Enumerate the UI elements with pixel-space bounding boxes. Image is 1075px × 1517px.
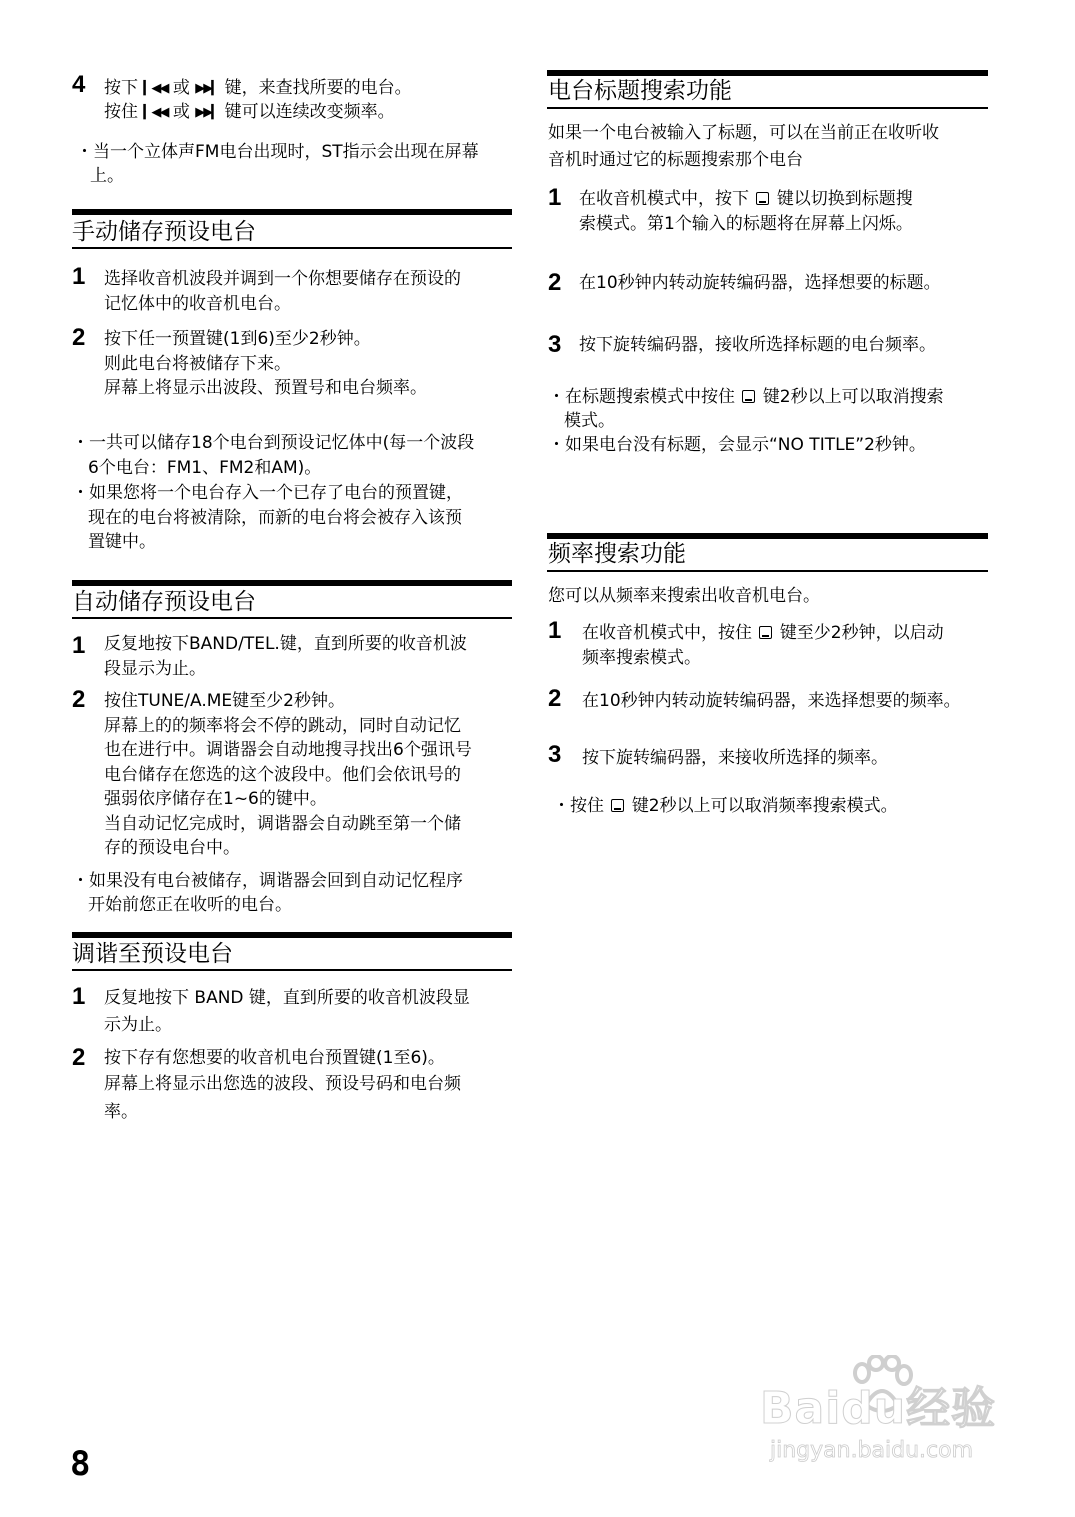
step-number: 1 <box>72 263 86 290</box>
step-text-part: 按住 <box>104 102 138 122</box>
note-text: ・如果电台没有标题，会显示“NO TITLE”2秒钟。 <box>548 435 926 455</box>
next-track-icon: ▶▶▎ <box>195 81 220 96</box>
note-text: 现在的电台将被清除，而新的电台将会被存入该预 <box>88 508 462 528</box>
step-text: 段显示为止。 <box>104 659 206 679</box>
step-number: 2 <box>548 269 562 296</box>
title-mode-icon <box>611 799 624 812</box>
step-number: 1 <box>548 617 562 644</box>
step-number: 2 <box>72 324 86 351</box>
section-rule-bottom <box>72 617 512 619</box>
section-rule-top <box>547 70 988 76</box>
step-text-part: 在收音机模式中，按下 <box>579 189 749 209</box>
note-text: ・如果您将一个电台存入一个已存了电台的预置键， <box>72 483 463 503</box>
note-text: 开始前您正在收听的电台。 <box>88 895 292 915</box>
section-rule-top <box>547 533 988 539</box>
note-text: 上。 <box>90 166 124 186</box>
step-text: 索模式。第1个输入的标题将在屏幕上闪烁。 <box>579 214 913 234</box>
section-title: 调谐至预设电台 <box>72 941 233 967</box>
step-number: 3 <box>548 331 562 358</box>
note-text-part: 键2秒以上可以取消频率搜索模式。 <box>631 796 898 816</box>
step-text: 强弱依序储存在1~6的键中。 <box>104 789 327 809</box>
step-number: 1 <box>548 184 562 211</box>
page-number: 8 <box>70 1444 91 1484</box>
section-rule-top <box>72 932 512 938</box>
step-text: 屏幕上将显示出您选的波段、预设号码和电台频 <box>104 1074 461 1094</box>
step-text-part: 按下 <box>104 78 138 98</box>
step-text: 按下存有您想要的收音机电台预置键(1至6)。 <box>104 1048 445 1068</box>
step-number: 2 <box>72 1044 86 1071</box>
step-text: 反复地按下 BAND 键，直到所要的收音机波段显 <box>104 988 470 1008</box>
step-text <box>579 187 913 211</box>
step-text: 也在进行中。调谐器会自动地搜寻找出6个强讯号 <box>104 740 472 760</box>
title-mode-icon <box>756 192 769 205</box>
note-text: ・一共可以储存18个电台到预设记忆体中(每一个波段 <box>72 433 475 453</box>
section-title: 电台标题搜索功能 <box>548 78 732 104</box>
previous-track-icon: ▎◀◀ <box>143 81 168 96</box>
watermark-logo: Baidu经验 <box>760 1383 997 1434</box>
step-text: 当自动记忆完成时，调谐器会自动跳至第一个储 <box>104 814 461 834</box>
step-text <box>104 100 395 125</box>
watermark-url: jingyan.baidu.com <box>770 1438 974 1463</box>
step-text: 选择收音机波段并调到一个你想要储存在预设的 <box>104 269 461 289</box>
step-text: 存的预设电台中。 <box>104 838 240 858</box>
section-rule-bottom <box>72 247 512 249</box>
step-text: 按住TUNE/A.ME键至少2秒钟。 <box>104 691 345 711</box>
step-text-part: 或 <box>172 102 190 122</box>
step-text: 在10秒钟内转动旋转编码器，来选择想要的频率。 <box>582 691 961 711</box>
step-number: 2 <box>72 686 86 713</box>
note-text-part: ・按住 <box>553 796 604 816</box>
note-text-part: 键2秒以上可以取消搜索 <box>762 387 944 407</box>
note-text <box>548 385 944 409</box>
note-text: 置键中。 <box>88 532 156 552</box>
step-text <box>104 76 412 101</box>
step-text: 屏幕上的的频率将会不停的跳动，同时自动记忆 <box>104 716 461 736</box>
title-mode-icon <box>742 390 755 403</box>
step-text: 记忆体中的收音机电台。 <box>104 294 291 314</box>
note-text-part: ・在标题搜索模式中按住 <box>548 387 735 407</box>
section-rule-bottom <box>547 107 988 109</box>
step-number: 3 <box>548 741 562 768</box>
step-text: 示为止。 <box>104 1015 172 1035</box>
step-text: 屏幕上将显示出波段、预置号和电台频率。 <box>104 378 427 398</box>
step-text-part: 键至少2秒钟，以启动 <box>779 623 944 643</box>
step-text <box>582 621 944 645</box>
note-text: 6个电台：FM1、FM2和AM)。 <box>88 458 322 478</box>
step-number: 4 <box>72 71 86 98</box>
step-text-part: 或 <box>172 78 190 98</box>
section-title: 手动储存预设电台 <box>72 219 256 245</box>
step-text: 按下旋转编码器，接收所选择标题的电台频率。 <box>579 335 936 355</box>
title-mode-icon <box>759 626 772 639</box>
step-text-part: 键，来查找所要的电台。 <box>224 78 412 98</box>
step-text: 电台储存在您选的这个波段中。他们会依讯号的 <box>104 765 461 785</box>
next-track-icon: ▶▶▎ <box>195 105 220 120</box>
step-text: 则此电台将被储存下来。 <box>104 354 291 374</box>
section-title: 频率搜索功能 <box>548 541 686 567</box>
note-text: ・如果没有电台被储存，调谐器会回到自动记忆程序 <box>72 871 463 891</box>
step-text: 在10秒钟内转动旋转编码器，选择想要的标题。 <box>579 273 941 293</box>
section-rule-bottom <box>72 969 512 971</box>
intro-text: 音机时通过它的标题搜索那个电台 <box>548 150 803 170</box>
step-text-part: 键以切换到标题搜 <box>776 189 913 209</box>
step-text: 按下任一预置键(1到6)至少2秒钟。 <box>104 329 371 349</box>
step-number: 1 <box>72 983 86 1010</box>
previous-track-icon: ▎◀◀ <box>143 105 168 120</box>
note-text: 模式。 <box>564 411 615 431</box>
step-text-part: 在收音机模式中，按住 <box>582 623 752 643</box>
section-rule-top <box>72 209 512 215</box>
section-rule-bottom <box>547 570 988 572</box>
intro-text: 如果一个电台被输入了标题，可以在当前正在收听收 <box>548 123 939 143</box>
section-rule-top <box>72 580 512 586</box>
step-number: 2 <box>548 685 562 712</box>
step-text: 率。 <box>104 1102 138 1122</box>
intro-text: 您可以从频率来搜索出收音机电台。 <box>548 586 820 606</box>
step-text: 反复地按下BAND/TEL.键，直到所要的收音机波 <box>104 634 467 654</box>
note-text <box>553 794 898 818</box>
step-text-part: 键可以连续改变频率。 <box>224 102 395 122</box>
section-title: 自动储存预设电台 <box>72 589 256 615</box>
step-number: 1 <box>72 632 86 659</box>
step-text: 频率搜索模式。 <box>582 648 701 668</box>
step-text: 按下旋转编码器，来接收所选择的频率。 <box>582 748 888 768</box>
note-text: ・当一个立体声FM电台出现时，ST指示会出现在屏幕 <box>76 142 479 162</box>
